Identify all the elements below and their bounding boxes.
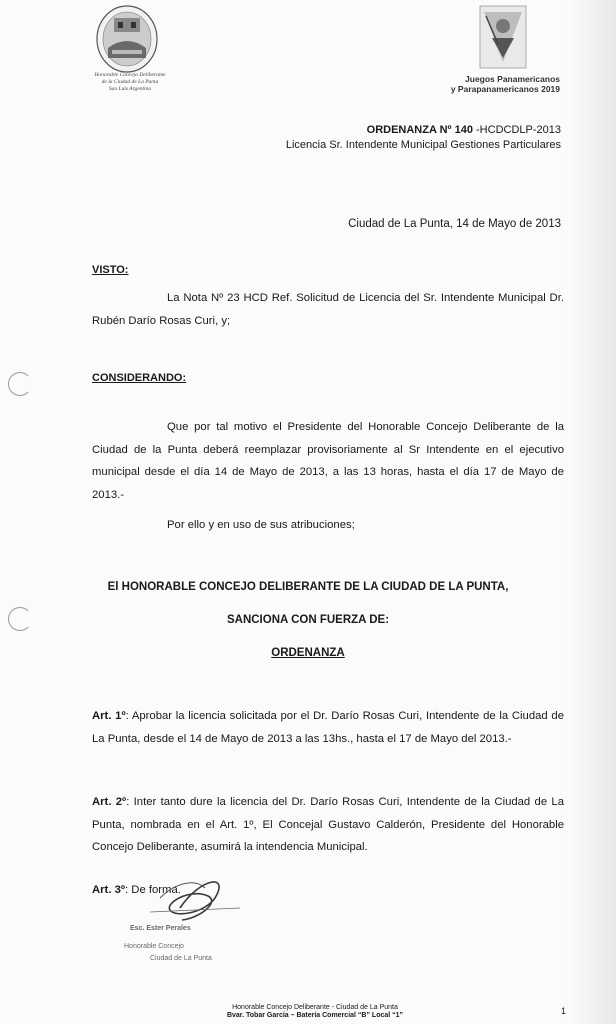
article-2 [92,791,564,859]
signature-title: Honorable Concejo [124,943,184,950]
sanction-ordinance: ORDENANZA [271,647,345,659]
ordinance-label: ORDENANZA Nº [366,124,452,136]
scan-shadow [566,0,616,1024]
punch-hole-upper [8,372,32,396]
article-1-label: Art. 1º [92,710,126,722]
considerando-closing: Por ello y en uso de sus atribuciones; [167,519,355,531]
ordinance-title [367,124,561,136]
visto-heading: VISTO: [92,264,129,276]
article-3-text: : De forma. [125,884,181,896]
seal-caption-line: San Luis Argentina [108,86,152,92]
ordinance-number: 140 [454,124,473,136]
visto-text: La Nota Nº 23 HCD Ref. Solicitud de Licencia del Sr. Intendente Municipal Dr. Rubén Darío Rosas Curi, y; [92,292,564,327]
footer-line-1: Honorable Concejo Deliberante - Ciudad de La Punta [232,1004,398,1011]
seal-caption-line: de la Ciudad de La Punta [101,79,159,85]
footer-line-2: Bvar. Tobar García – Batería Comercial “B” Local “1” [226,1012,404,1019]
article-1-text: : Aprobar la licencia solicitada por el Dr. Darío Rosas Curi, Intendente de la Ciudad de La Punta, desde el 14 de Mayo de 2013 a las 13hs., hasta el 17 de Mayo del 2013.- [92,710,564,745]
games-line-2: y Parapanamericanos 2019 [450,84,560,94]
ordinance-subject: Licencia Sr. Intendente Municipal Gestiones Particulares [285,139,561,151]
article-2-text: : Inter tanto dure la licencia del Dr. Darío Rosas Curi, Intendente de la Ciudad de La Punta, nombrada en el Art. 1º, El Concejal Gustavo Calderón, Presidente del Honorable Concejo Deliberante, asumirá la intendencia Municipal. [92,796,564,853]
council-seal-logo [94,4,160,74]
signature-name: Esc. Ester Perales [130,925,191,932]
article-1 [92,705,564,750]
considerando-text: Que por tal motivo el Presidente del Honorable Concejo Deliberante de la Ciudad de la Punta deberá reemplazar provisoriamente al Sr Intendente en el ejecutivo municipal desde el día 14 de Mayo de 2013, a las 13 horas, hasta el día 17 de Mayo de 2013.- [92,421,564,501]
considerando-heading: CONSIDERANDO: [92,372,187,384]
document-date: Ciudad de La Punta, 14 de Mayo de 2013 [348,218,561,230]
games-caption [430,74,560,94]
games-logo [478,4,528,70]
sanction-council: El HONORABLE CONCEJO DELIBERANTE DE LA CIUDAD DE LA PUNTA, [107,581,509,593]
handwritten-signature [120,868,250,973]
article-2-label: Art. 2º [92,796,127,808]
article-3-label: Art. 3º [92,884,126,896]
sanction-force: SANCIONA CON FUERZA DE: [226,614,390,626]
page-number: 1 [561,1006,567,1016]
seal-caption-line: Honorable Concejo Deliberante [94,72,166,78]
seal-caption [90,72,170,93]
signature-city: Ciudad de La Punta [150,955,212,962]
footer [180,1004,450,1020]
games-line-1: Juegos Panamericanos [465,74,560,84]
ordinance-suffix: -HCDCDLP-2013 [476,124,561,136]
